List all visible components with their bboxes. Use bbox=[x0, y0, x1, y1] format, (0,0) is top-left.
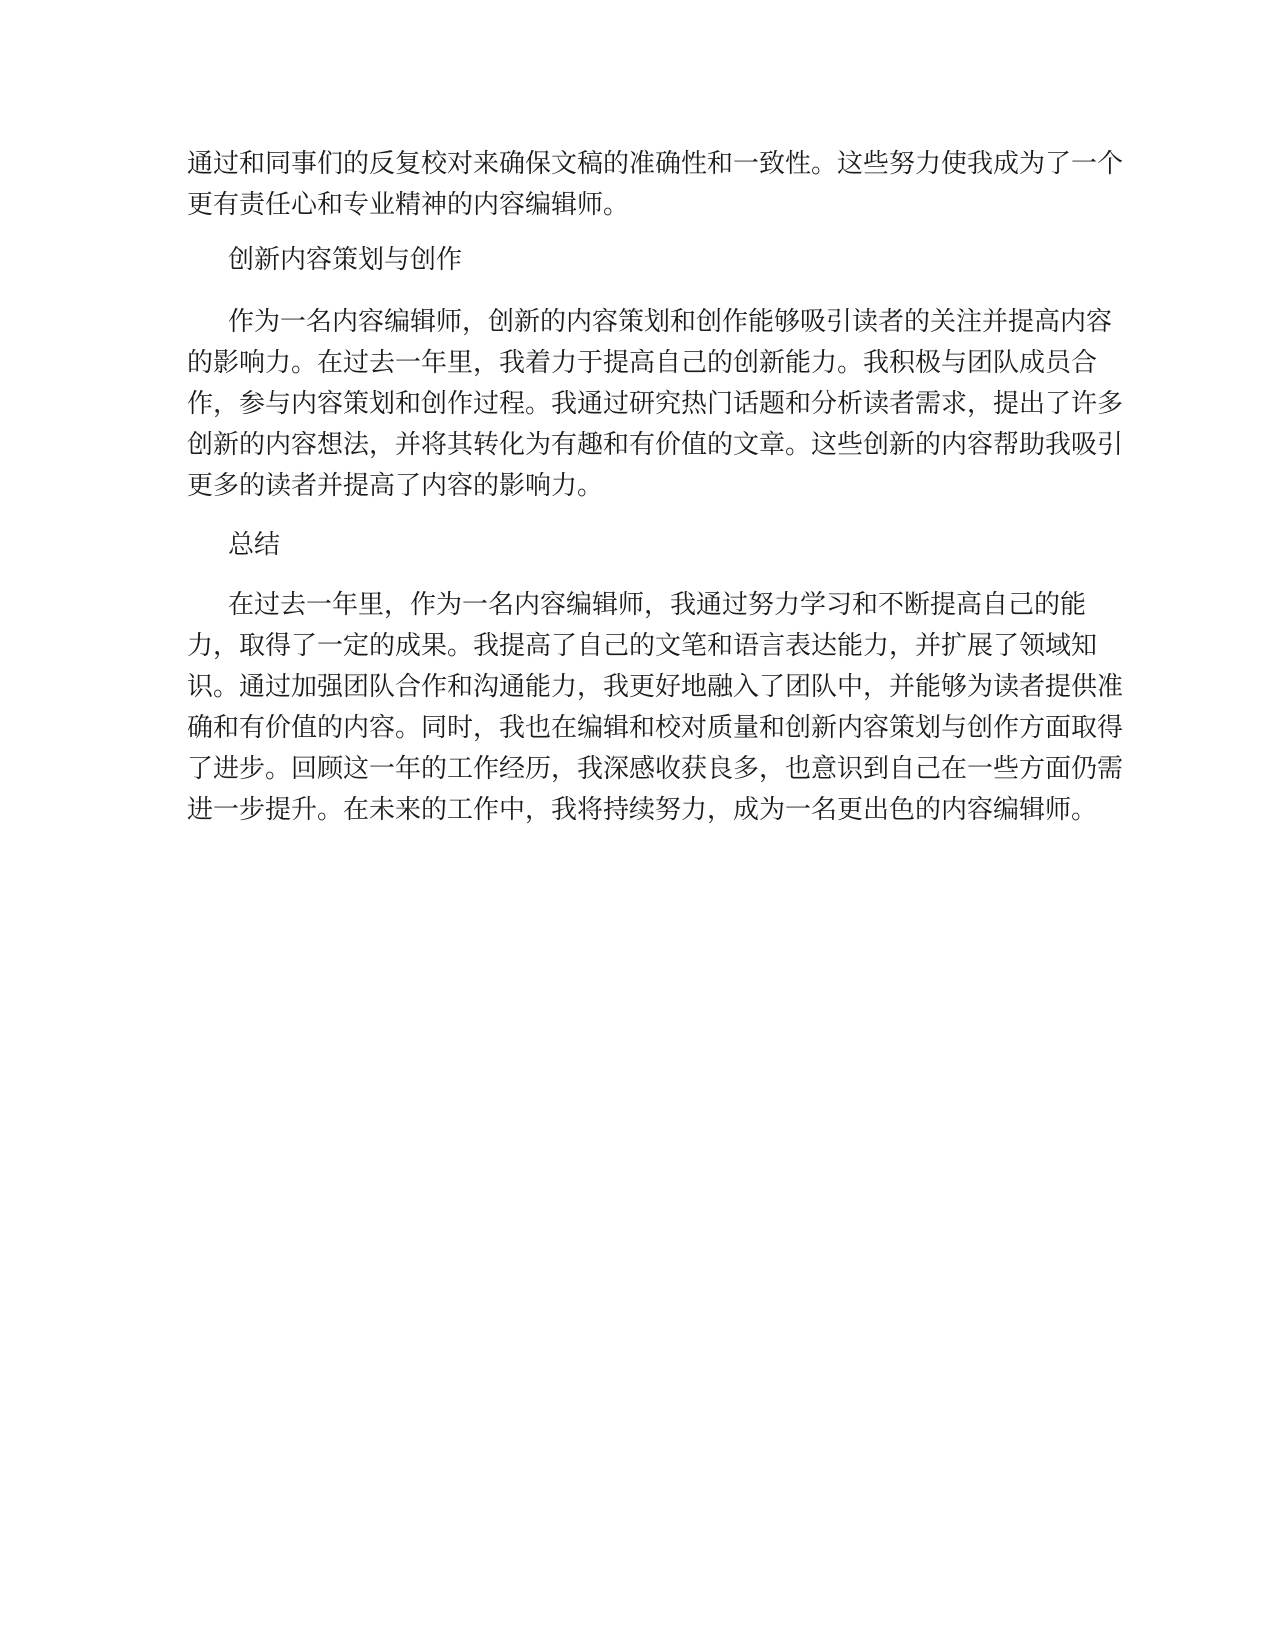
paragraph-line: 确和有价值的内容。同时，我也在编辑和校对质量和创新内容策划与创作方面取得 bbox=[187, 713, 1124, 743]
paragraph-line: 进一步提升。在未来的工作中，我将持续努力，成为一名更出色的内容编辑师。 bbox=[187, 795, 1098, 825]
section-heading-text: 创新内容策划与创作 bbox=[228, 245, 463, 275]
section-heading-text: 总结 bbox=[228, 530, 281, 560]
paragraph-summary bbox=[187, 585, 1124, 831]
paragraph-line: 更有责任心和专业精神的内容编辑师。 bbox=[187, 190, 630, 220]
paragraph-line: 识。通过加强团队合作和沟通能力，我更好地融入了团队中，并能够为读者提供准 bbox=[187, 672, 1124, 702]
paragraph-line: 的影响力。在过去一年里，我着力于提高自己的创新能力。我积极与团队成员合 bbox=[187, 348, 1098, 378]
paragraph-line: 通过和同事们的反复校对来确保文稿的准确性和一致性。这些努力使我成为了一个 bbox=[187, 149, 1124, 179]
paragraph-innovation bbox=[187, 302, 1124, 507]
section-heading-innovation bbox=[187, 240, 1087, 281]
paragraph-line: 作为一名内容编辑师，创新的内容策划和创作能够吸引读者的关注并提高内容 bbox=[228, 307, 1113, 337]
paragraph-line: 更多的读者并提高了内容的影响力。 bbox=[187, 471, 604, 501]
paragraph-continuation bbox=[187, 144, 1124, 226]
paragraph-line: 在过去一年里，作为一名内容编辑师，我通过努力学习和不断提高自己的能 bbox=[228, 590, 1087, 620]
paragraph-line: 了进步。回顾这一年的工作经历，我深感收获良多，也意识到自己在一些方面仍需 bbox=[187, 754, 1124, 784]
section-heading-summary bbox=[187, 525, 1087, 566]
paragraph-line: 作，参与内容策划和创作过程。我通过研究热门话题和分析读者需求，提出了许多 bbox=[187, 389, 1124, 419]
paragraph-line: 创新的内容想法，并将其转化为有趣和有价值的文章。这些创新的内容帮助我吸引 bbox=[187, 430, 1124, 460]
paragraph-line: 力，取得了一定的成果。我提高了自己的文笔和语言表达能力，并扩展了领域知 bbox=[187, 631, 1098, 661]
